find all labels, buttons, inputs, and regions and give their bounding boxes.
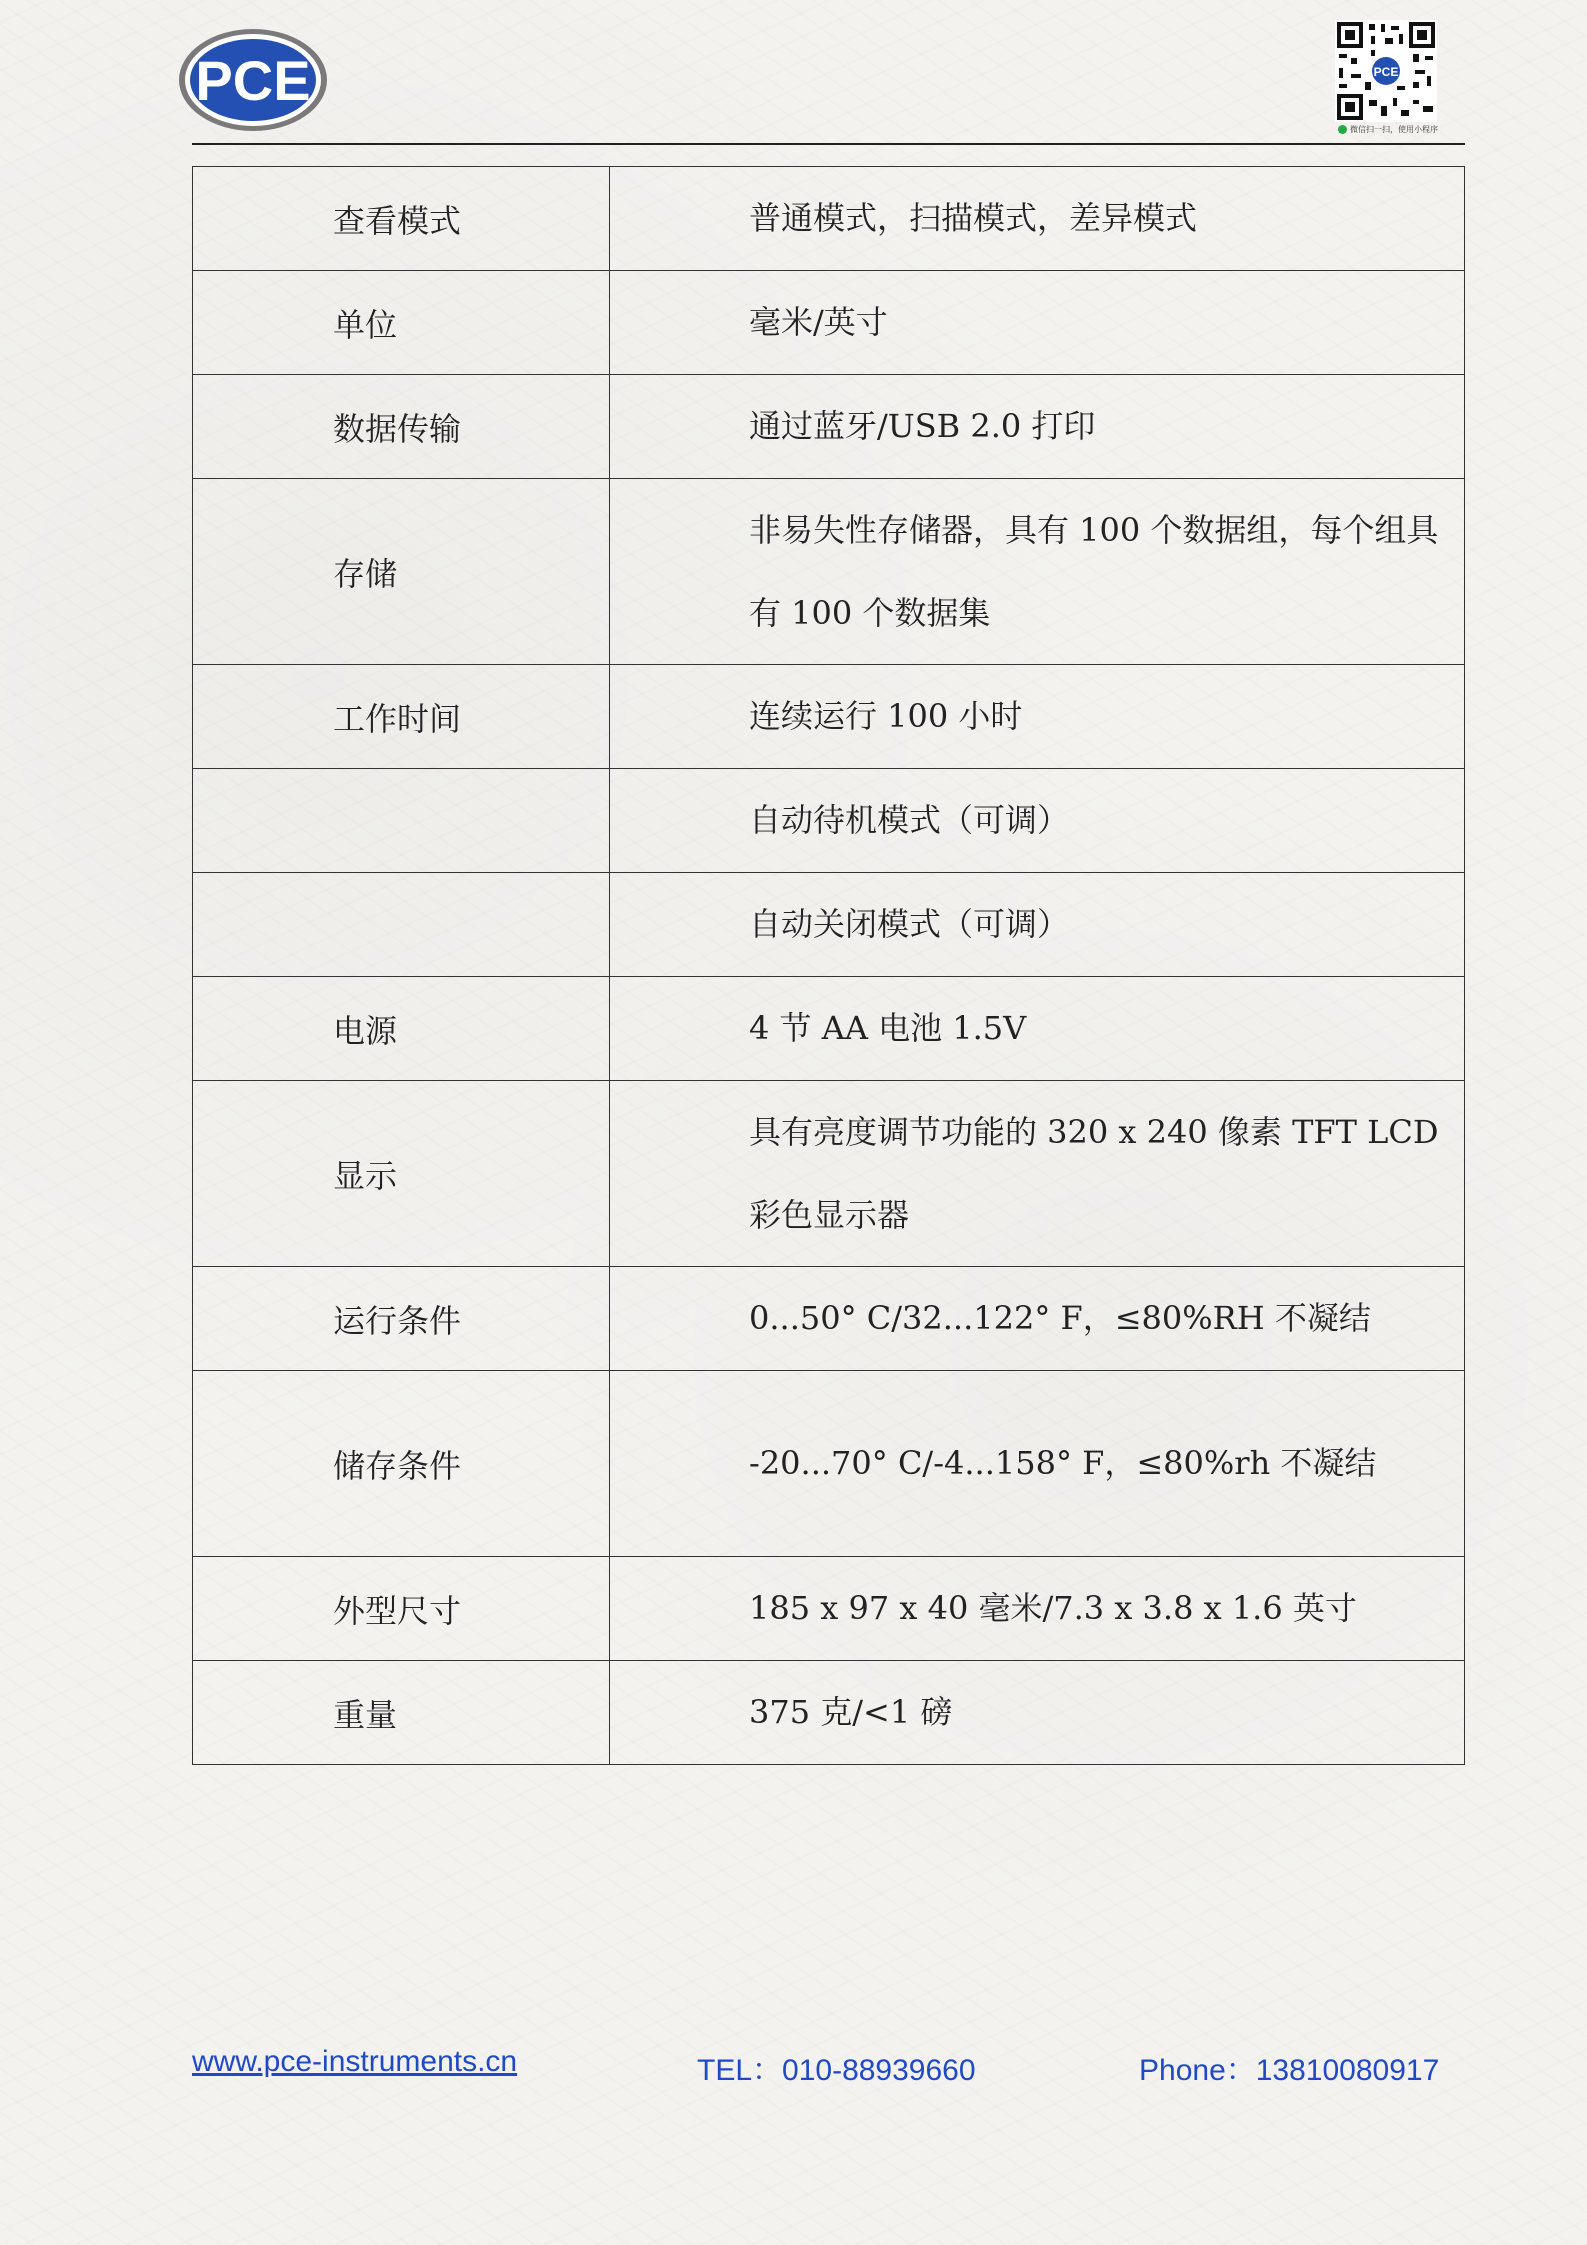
table-row: [193, 977, 1465, 1081]
header-divider: [192, 143, 1465, 145]
spec-label: [193, 769, 610, 873]
spec-label: 工作时间: [193, 665, 610, 769]
logo-text: PCE: [195, 49, 311, 112]
spec-value: 自动关闭模式（可调）: [610, 873, 1465, 977]
spec-label: [193, 873, 610, 977]
table-row: [193, 1081, 1465, 1267]
telephone-text: TEL：010-88939660: [697, 2054, 976, 2087]
spec-label: 重量: [193, 1661, 610, 1765]
spec-value: 普通模式，扫描模式，差异模式: [610, 167, 1465, 271]
spec-value: 自动待机模式（可调）: [610, 769, 1465, 873]
spec-value: 具有亮度调节功能的 320 x 240 像素 TFT LCD 彩色显示器: [610, 1081, 1465, 1267]
spec-label: 电源: [193, 977, 610, 1081]
table-row: [193, 375, 1465, 479]
table-row: [193, 1557, 1465, 1661]
table-row: [193, 1371, 1465, 1557]
table-row: [193, 271, 1465, 375]
pce-logo: [177, 26, 329, 134]
spec-value: 非易失性存储器，具有 100 个数据组，每个组具有 100 个数据集: [610, 479, 1465, 665]
table-row: [193, 1661, 1465, 1765]
table-row: [193, 1267, 1465, 1371]
table-row: [193, 665, 1465, 769]
wechat-icon: [1338, 125, 1347, 134]
spec-value: 375 克/<1 磅: [610, 1661, 1465, 1765]
spec-label: 存储: [193, 479, 610, 665]
spec-label: 外型尺寸: [193, 1557, 610, 1661]
table-row: [193, 167, 1465, 271]
table-row: [193, 769, 1465, 873]
spec-label: 显示: [193, 1081, 610, 1267]
spec-value: 通过蓝牙/USB 2.0 打印: [610, 375, 1465, 479]
qr-logo-text: PCE: [1373, 65, 1399, 79]
website-link[interactable]: www.pce-instruments.cn: [192, 2045, 518, 2078]
qr-code: [1335, 20, 1437, 122]
spec-value: 0...50° C/32...122° F，≤80%RH 不凝结: [610, 1267, 1465, 1371]
spec-value: -20...70° C/-4...158° F，≤80%rh 不凝结: [610, 1371, 1465, 1557]
spec-label: 储存条件: [193, 1371, 610, 1557]
qr-caption-text: 微信扫一扫，使用小程序: [1350, 125, 1438, 134]
spec-label: 运行条件: [193, 1267, 610, 1371]
spec-value: 连续运行 100 小时: [610, 665, 1465, 769]
table-row: [193, 479, 1465, 665]
spec-value: 185 x 97 x 40 毫米/7.3 x 3.8 x 1.6 英寸: [610, 1557, 1465, 1661]
spec-value: 4 节 AA 电池 1.5V: [610, 977, 1465, 1081]
spec-table: [192, 166, 1465, 1765]
spec-label: 单位: [193, 271, 610, 375]
spec-label: 查看模式: [193, 167, 610, 271]
spec-label: 数据传输: [193, 375, 610, 479]
qr-caption: [1338, 124, 1448, 135]
mobile-phone-text: Phone：13810080917: [1139, 2054, 1440, 2087]
spec-value: 毫米/英寸: [610, 271, 1465, 375]
table-row: [193, 873, 1465, 977]
